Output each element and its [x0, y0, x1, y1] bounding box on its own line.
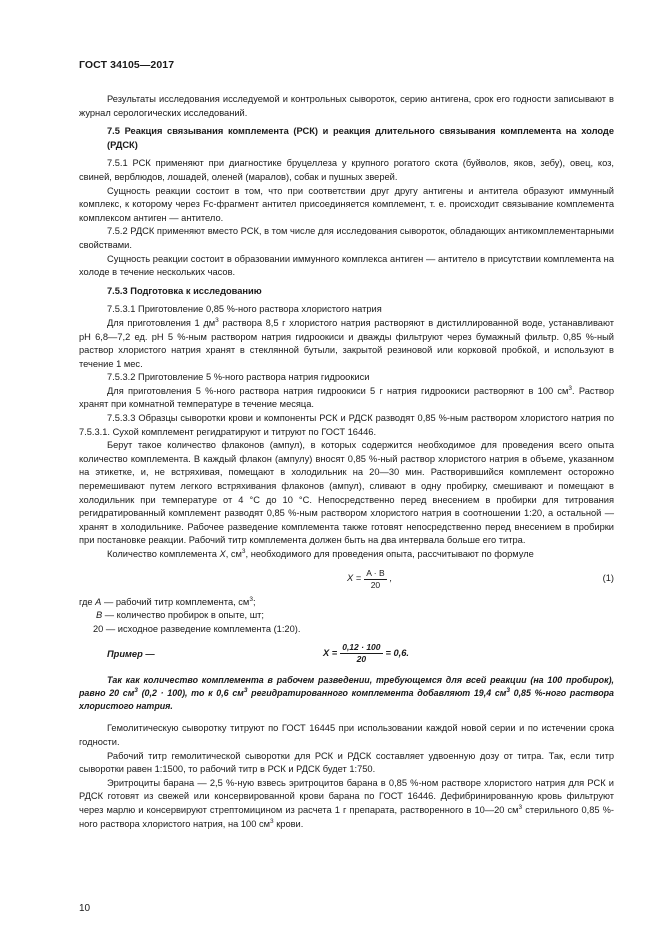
paragraph-results: Результаты исследования исследуемой и контрольных сывороток, серию антигена, срок его годности записывают в журнал серологических исследований. [79, 94, 614, 118]
example-formula [323, 642, 409, 665]
paragraph-7-5-2: 7.5.2 РДСК применяют вместо РСК, в том числе для исследования сывороток, обладающих антикомплементарными свойствами. [79, 226, 614, 250]
example-result: = 0,6. [385, 648, 410, 659]
legend-line-b: B — количество пробирок в опыте, шт; [96, 610, 265, 621]
formula-fraction [364, 568, 386, 591]
paragraph-7-5-2-essence: Сущность реакции состоит в образовании иммунного комплекса антиген — антитело в присутствии комплемента на холоде в течение нескольких часов. [79, 253, 614, 278]
paragraph-7-5-3-3: 7.5.3.3 Образцы сыворотки крови и компоненты РСК и РДСК разводят 0,85 %-ным раствором хлористого натрия по 7.5.3.1. Сухой комплемент регидратируют и титруют по ГОСТ 16446. [79, 413, 614, 437]
formula-numerator: A · B [366, 567, 385, 578]
formula-lhs: X = [347, 573, 362, 584]
example-denominator: 20 [356, 654, 367, 665]
legend-line-a: где A — рабочий титр комплемента, $см^3$; [79, 595, 256, 607]
example-row [79, 642, 614, 668]
section-heading-7-5: 7.5 Реакция связывания комплемента (РСК) и реакция длительного связывания комплемента на холоде (РДСК) [107, 126, 614, 150]
formula-trail: , [389, 573, 393, 584]
paragraph-working-titer: Рабочий титр гемолитической сыворотки для РСК и РДСК составляет удвоенную дозу от титра. Так, если титр сыворотки равен 1:1500, то рабочий титр в РСК и РДСК будет 1:750. [79, 750, 614, 775]
example-note: Так как количество комплемента в рабочем разведении, требующемся для всей реакции (на 100 пробирок), равно 20 $см^3$ (0,2 · 100), то к 0,6 $см^3$ регидратированного комплемента добавляют 19,4 $см^3$ 0,85 %-ного раствора хлористого натрия. [79, 675, 614, 712]
example-label: Пример — [107, 649, 155, 660]
document-body [79, 93, 614, 831]
example-fraction [340, 642, 382, 665]
example-numerator: 0,12 · 100 [342, 642, 381, 653]
document-header: ГОСТ 34105—2017 [79, 59, 175, 71]
paragraph-7-5-3-1-body: Для приготовления 1 $дм^3$ раствора 8,5 г хлористого натрия растворяют в дистиллированной воде, устанавливают рН 6,8—7,2 ед. рН 5 %-ным раствором натрия гидроокиси и дважды фильтруют через бумажный фильтр. 0,85 %-ный раствор хлористого натрия хранят в стеклянной бутыли, закрытой резиновой или корковой пробкой, и используют в течение 1 мес. [79, 316, 614, 369]
paragraph-7-5-3-1: 7.5.3.1 Приготовление 0,85 %-ного раствора хлористого натрия [107, 304, 382, 315]
section-heading-7-5-3: 7.5.3 Подготовка к исследованию [107, 285, 262, 296]
equation-number: (1) [602, 572, 614, 583]
formula-legend [79, 596, 614, 637]
paragraph-7-5-3-3-body: Берут такое количество флаконов (ампул), в которых содержится необходимое для проведения всего опыта количество комплемента. В каждый флакон (ампулу) вносят 0,85 %-ный раствор хлористого натрия в объеме, указанном на этикетке, и, не встряхивая, помещают в холодильник на 20—30 мин. Растворившийся комплемент осторожно перемешивают путем легкого встряхивания флаконов (ампул), сливают в одну пробирку, смешивают и помещают в холодильник при температуре от 4 °С до 10 °С. Непосредственно перед внесением в пробирки для титрования регидратированный комплемент разводят 0,85 %-ным раствором хлористого натрия в соотношении 1:20, а остальной — хранят в холодильнике. Рабочее разведение комплемента также готовят непосредственно перед внесением в пробирки при постановке реакции. Рабочий титр комплемента должен быть на два интервала больше его титра. [79, 440, 614, 546]
paragraph-erythrocytes: Эритроциты барана — 2,5 %-ную взвесь эритроцитов барана в 0,85 %-ном растворе хлористого натрия для РСК и РДСК готовят из свежей или консервированной крови барана по ГОСТ 16446. Дефибринированную кровь фильтруют через марлю и консервируют стрептомицином из расчета 1 г препарата, растворенного в 10—20 $см^3$ стерильного 0,85 %-ного раствора хлористого натрия, на 100 $см^3$ крови. [79, 777, 614, 829]
formula-denominator: 20 [370, 579, 381, 590]
paragraph-quantity: Количество комплемента X, $см^3$, необходимого для проведения опыта, рассчитывают по формуле [107, 547, 534, 559]
paragraph-hemolytic: Гемолитическую сыворотку титруют по ГОСТ 16445 при использовании каждой новой серии и по истечении срока годности. [79, 723, 614, 747]
formula-expression [347, 568, 392, 591]
paragraph-7-5-3-2: 7.5.3.2 Приготовление 5 %-ного раствора натрия гидроокиси [107, 372, 370, 383]
page-number: 10 [79, 903, 91, 914]
paragraph-7-5-3-2-body: Для приготовления 5 %-ного раствора натрия гидроокиси 5 г натрия гидроокиси растворяют в 100 $см^3$. Раствор хранят при комнатной температуре в течение месяца. [79, 384, 614, 410]
example-lhs: X = [323, 648, 338, 659]
paragraph-7-5-1: 7.5.1 РСК применяют при диагностике бруцеллеза у крупного рогатого скота (буйволов, яков, зебу), овец, коз, свиней, верблюдов, лошадей, оленей (маралов), собак и пушных зверей. [79, 158, 614, 182]
legend-line-20: 20 — исходное разведение комплемента (1:20). [93, 623, 301, 634]
paragraph-7-5-1-essence: Сущность реакции состоит в том, что при соответствии друг другу антигены и антитела образуют иммунный комплекс, к которому через Fc-фрагмент антител присоединяется комплемент, т. е. происходит связывание комплемента комплексом антиген — антитело. [79, 185, 614, 223]
formula-1 [79, 568, 614, 588]
